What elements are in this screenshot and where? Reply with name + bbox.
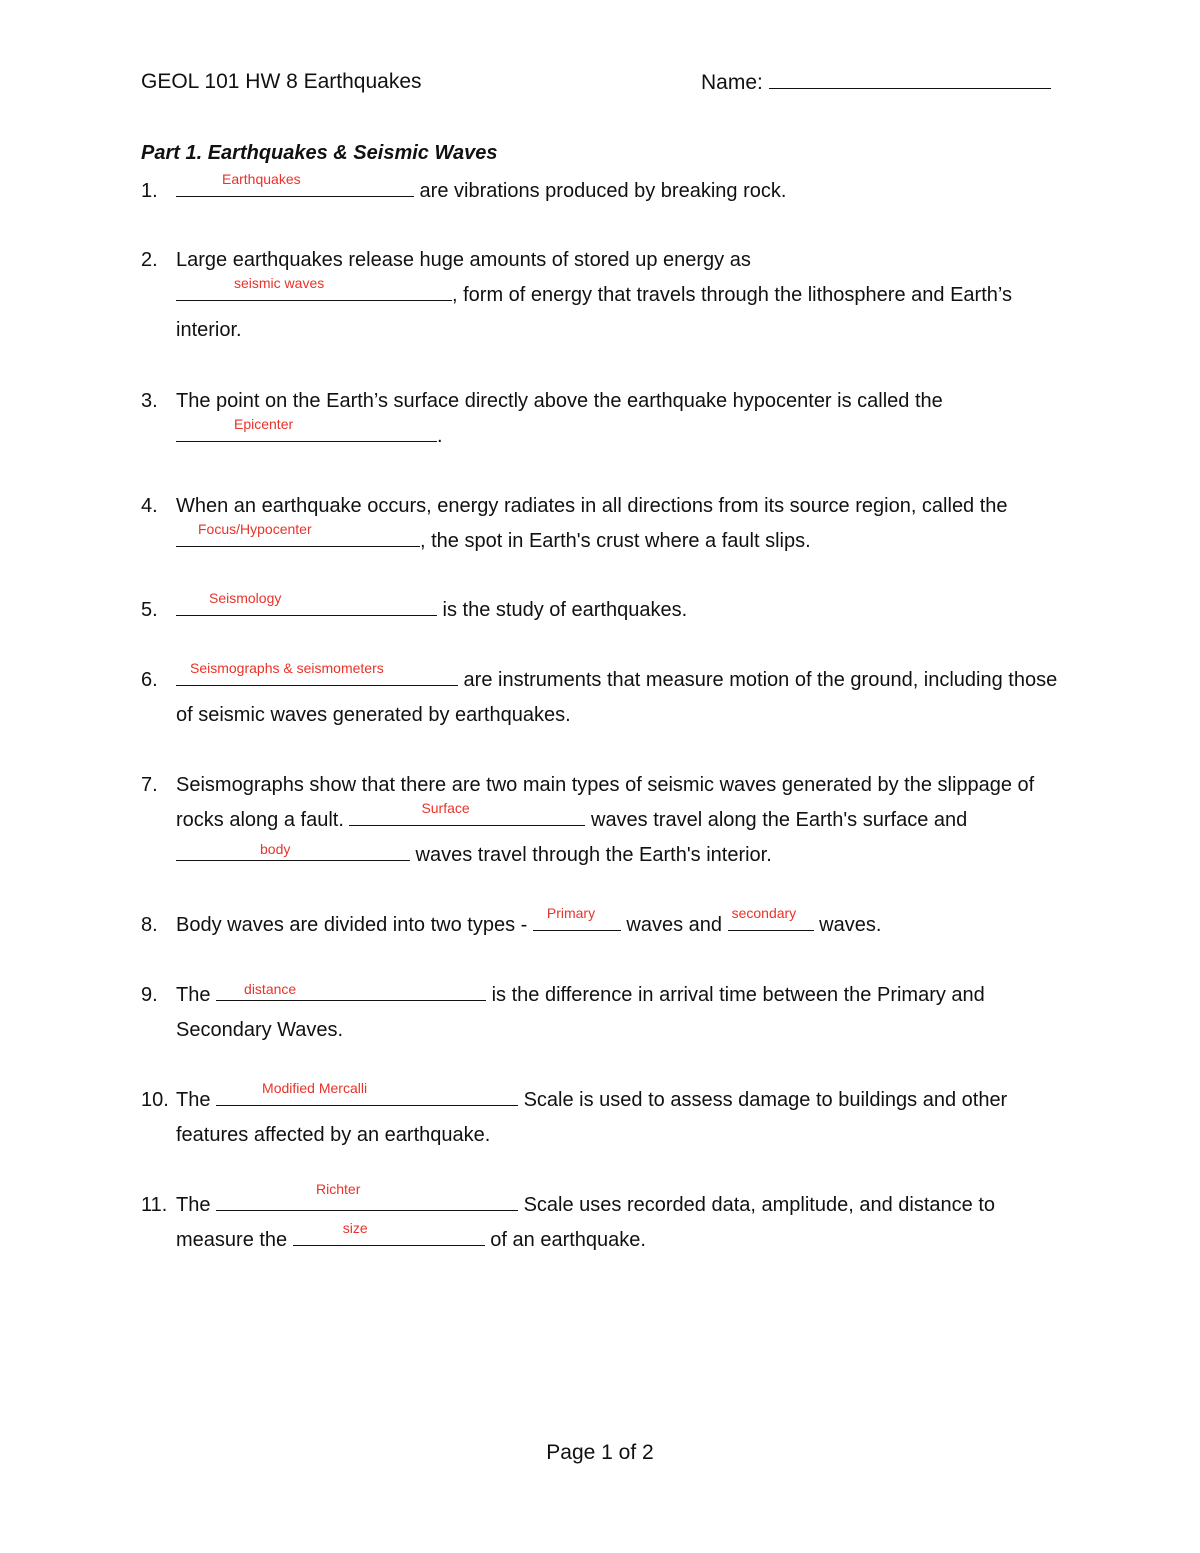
name-label: Name:	[701, 71, 763, 94]
question-number: 3.	[141, 390, 158, 412]
part-title: Part 1. Earthquakes & Seismic Waves	[141, 142, 498, 164]
answer-blank[interactable]	[176, 660, 458, 686]
name-blank[interactable]	[769, 70, 1051, 89]
question-text: waves travel along the Earth's surface and	[585, 809, 968, 831]
page-header	[141, 70, 1061, 100]
answer-blank[interactable]	[728, 905, 814, 931]
question-text: is the study of earthquakes.	[437, 599, 688, 621]
answer-text: secondary	[731, 905, 797, 921]
answer-text: Seismographs & seismometers	[190, 660, 384, 676]
question-text: of an earthquake.	[484, 1229, 646, 1251]
question-text: The	[176, 1089, 217, 1111]
answer-text: size	[342, 1220, 368, 1236]
answer-blank[interactable]	[216, 1080, 518, 1106]
question-text: When an earthquake occurs, energy radiates in all directions from its source region, called the	[176, 495, 1008, 517]
question-text: Scale is used to assess damage to buildings and other features affected by an earthquake.	[176, 1089, 1008, 1146]
answer-text: seismic waves	[234, 275, 325, 291]
question-number: 4.	[141, 495, 158, 517]
question-6	[141, 660, 1071, 733]
question-9	[141, 978, 1071, 1048]
question-number: 8.	[141, 914, 158, 936]
question-3	[141, 384, 1071, 454]
answer-text: Modified Mercalli	[262, 1080, 368, 1096]
question-text: .	[437, 425, 443, 447]
question-text: Scale uses recorded data, amplitude, and distance to measure the	[176, 1194, 995, 1251]
question-8	[141, 905, 1071, 943]
question-number: 11.	[141, 1194, 168, 1216]
question-text: The	[176, 1194, 217, 1216]
question-text: are vibrations produced by breaking rock.	[414, 180, 787, 202]
question-text: is the difference in arrival time between the Primary and Secondary Waves.	[176, 984, 985, 1041]
question-11	[141, 1181, 1071, 1258]
question-7	[141, 768, 1071, 873]
question-number: 10.	[141, 1089, 169, 1111]
name-field	[701, 70, 1051, 95]
question-2	[141, 243, 1071, 348]
answer-text: Richter	[316, 1181, 361, 1197]
question-text: Body waves are divided into two types -	[176, 914, 533, 936]
question-10	[141, 1080, 1071, 1153]
answer-text: distance	[244, 981, 297, 997]
question-text: waves and	[620, 914, 728, 936]
answer-text: Primary	[546, 905, 596, 921]
question-number: 6.	[141, 669, 158, 691]
question-number: 7.	[141, 774, 158, 796]
answer-blank[interactable]	[176, 416, 437, 442]
question-4	[141, 489, 1071, 559]
answer-text: Surface	[421, 800, 470, 816]
answer-blank[interactable]	[349, 800, 585, 826]
question-text: are instruments that measure motion of the ground, including those of seismic waves generated by earthquakes.	[176, 669, 1058, 726]
answer-blank[interactable]	[176, 590, 437, 616]
question-number: 1.	[141, 180, 158, 202]
question-text: , form of energy that travels through the lithosphere and Earth’s interior.	[176, 284, 1012, 341]
answer-blank[interactable]	[533, 905, 621, 931]
answer-text: body	[260, 841, 291, 857]
answer-text: Seismology	[209, 590, 282, 606]
answer-blank[interactable]	[216, 1181, 518, 1211]
question-text: The point on the Earth’s surface directly above the earthquake hypocenter is called the	[176, 390, 943, 412]
answer-blank[interactable]	[176, 171, 414, 197]
question-1	[141, 171, 1071, 209]
question-text: Seismographs show that there are two main types of seismic waves generated by the slippage of rocks along a fault.	[176, 774, 1035, 831]
question-number: 2.	[141, 249, 158, 271]
answer-blank[interactable]	[293, 1220, 485, 1246]
answer-text: Focus/Hypocenter	[198, 521, 312, 537]
answer-blank[interactable]	[176, 275, 452, 301]
question-text: waves.	[813, 914, 882, 936]
answer-text: Earthquakes	[222, 171, 301, 187]
answer-text: Epicenter	[234, 416, 294, 432]
page-number: Page 1 of 2	[546, 1441, 654, 1464]
question-5	[141, 590, 1071, 628]
question-text: The	[176, 984, 217, 1006]
question-text: waves travel through the Earth's interior.	[410, 844, 772, 866]
document-title: GEOL 101 HW 8 Earthquakes	[141, 70, 422, 93]
answer-blank[interactable]	[176, 521, 420, 547]
question-number: 9.	[141, 984, 158, 1006]
answer-blank[interactable]	[216, 978, 486, 1001]
question-number: 5.	[141, 599, 158, 621]
answer-blank[interactable]	[176, 838, 410, 861]
question-text: Large earthquakes release huge amounts of stored up energy as	[176, 249, 751, 271]
question-text: , the spot in Earth's crust where a fault slips.	[420, 530, 811, 552]
